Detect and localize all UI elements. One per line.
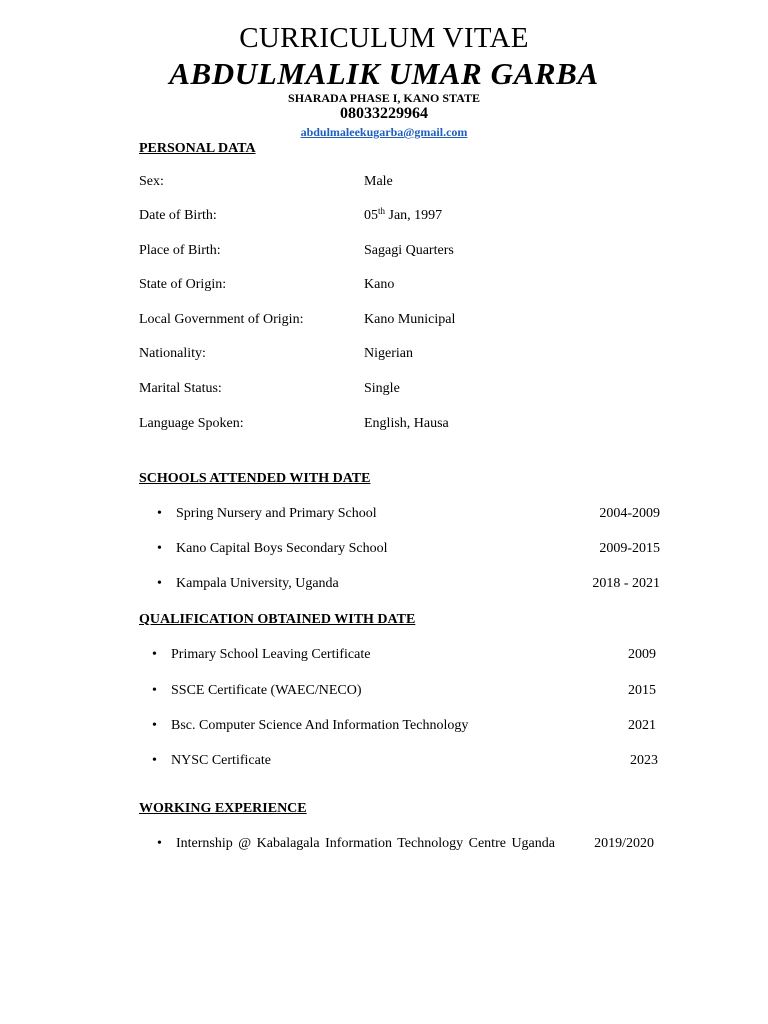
cv-title: CURRICULUM VITAE — [239, 22, 529, 54]
personal-data-row — [139, 312, 639, 330]
field-label: Sex: — [139, 174, 164, 189]
list-item — [157, 506, 660, 524]
field-label: State of Origin: — [139, 277, 227, 292]
bullet-icon: • — [152, 683, 157, 698]
field-value: Kano — [364, 277, 395, 292]
personal-data-row — [139, 174, 639, 192]
qualification-date: 2009 — [628, 647, 656, 662]
bullet-icon: • — [157, 506, 162, 521]
qualification-name: Bsc. Computer Science And Information Technology — [171, 718, 469, 733]
qualifications-heading: QUALIFICATION OBTAINED WITH DATE — [139, 612, 416, 627]
field-value: Nigerian — [364, 346, 413, 361]
bullet-icon: • — [157, 836, 162, 851]
school-date: 2004-2009 — [599, 506, 660, 521]
date-month-year: Jan, 1997 — [385, 208, 443, 223]
qualification-name: SSCE Certificate (WAEC/NECO) — [171, 683, 362, 698]
candidate-name: ABDULMALIK UMAR GARBA — [169, 56, 599, 91]
school-date: 2009-2015 — [599, 541, 660, 556]
field-label: Marital Status: — [139, 381, 222, 396]
field-value: Sagagi Quarters — [364, 243, 454, 258]
qualification-name: Primary School Leaving Certificate — [171, 647, 371, 662]
personal-data-row — [139, 416, 639, 434]
phone-number: 08033229964 — [340, 105, 428, 122]
email-link[interactable]: abdulmaleekugarba@gmail.com — [300, 125, 468, 139]
bullet-icon: • — [152, 718, 157, 733]
field-label: Date of Birth: — [139, 208, 217, 223]
experience-heading: WORKING EXPERIENCE — [139, 801, 307, 816]
school-name: Kampala University, Uganda — [176, 576, 339, 591]
field-label: Local Government of Origin: — [139, 312, 304, 327]
school-date: 2018 - 2021 — [592, 576, 660, 591]
qualification-date: 2023 — [630, 753, 658, 768]
field-value: English, Hausa — [364, 416, 449, 431]
schools-heading: SCHOOLS ATTENDED WITH DATE — [139, 471, 371, 486]
list-item — [152, 647, 656, 665]
field-value: Kano Municipal — [364, 312, 456, 327]
bullet-icon: • — [152, 753, 157, 768]
experience-date: 2019/2020 — [594, 836, 654, 851]
qualification-date: 2015 — [628, 683, 656, 698]
list-item — [152, 753, 658, 771]
bullet-icon: • — [152, 647, 157, 662]
school-name: Kano Capital Boys Secondary School — [176, 541, 388, 556]
list-item — [152, 718, 656, 736]
list-item — [157, 541, 660, 559]
school-name: Spring Nursery and Primary School — [176, 506, 377, 521]
experience-description: Internship @ Kabalagala Information Technology Centre Uganda — [176, 836, 555, 851]
qualification-name: NYSC Certificate — [171, 753, 271, 768]
personal-data-row — [139, 208, 639, 226]
field-value: Single — [364, 381, 400, 396]
field-label: Language Spoken: — [139, 416, 244, 431]
bullet-icon: • — [157, 576, 162, 591]
list-item — [157, 576, 660, 594]
list-item — [152, 683, 656, 701]
field-label: Nationality: — [139, 346, 206, 361]
address: SHARADA PHASE I, KANO STATE — [288, 91, 480, 105]
personal-data-heading: PERSONAL DATA — [139, 141, 256, 156]
field-value: Male — [364, 174, 393, 189]
personal-data-row — [139, 277, 639, 295]
personal-data-row — [139, 381, 639, 399]
date-ordinal-suffix: th — [378, 206, 386, 216]
bullet-icon: • — [157, 541, 162, 556]
field-value — [364, 208, 442, 224]
list-item — [157, 836, 654, 854]
personal-data-row — [139, 346, 639, 364]
field-label: Place of Birth: — [139, 243, 221, 258]
qualification-date: 2021 — [628, 718, 656, 733]
personal-data-row — [139, 243, 639, 261]
date-day: 05 — [364, 208, 378, 223]
